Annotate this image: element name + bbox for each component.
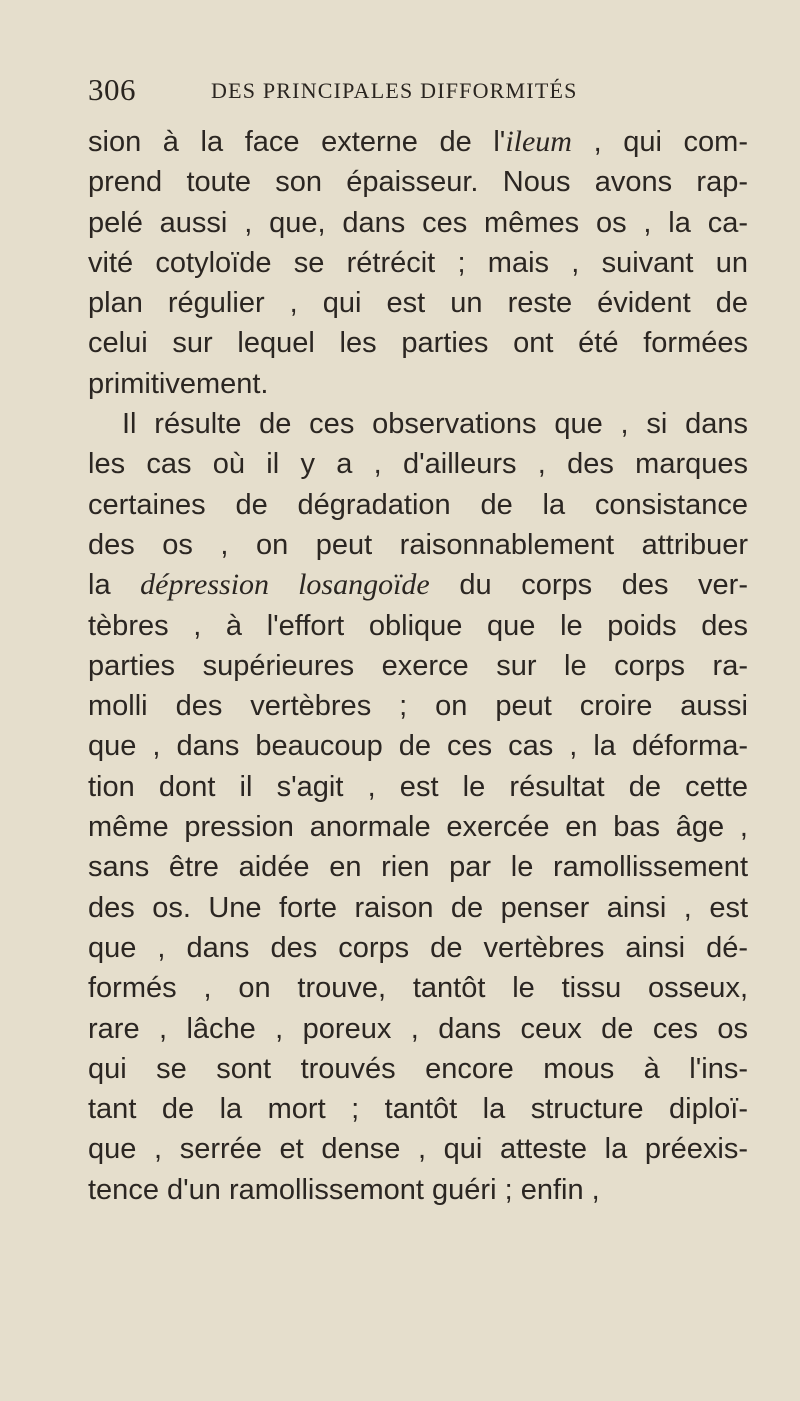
text-run: celui sur lequel les parties ont été formées <box>88 327 748 360</box>
text-run: qui se sont trouvés encore mous à l'ins- <box>88 1052 748 1085</box>
text-run: tant de la mort ; tantôt la structure diploï- <box>88 1093 748 1126</box>
text-line <box>88 807 748 847</box>
text-run: rare , lâche , poreux , dans ceux de ces os <box>88 1012 748 1045</box>
text-line <box>88 203 748 243</box>
text-run: les cas où il y a , d'ailleurs , des marques <box>88 448 748 481</box>
text-line <box>88 162 748 202</box>
text-line <box>88 444 748 484</box>
text-line <box>88 928 748 968</box>
text-run: vité cotyloïde se rétrécit ; mais , suivant un <box>88 246 748 279</box>
text-line <box>88 525 748 565</box>
text-line <box>88 364 748 404</box>
text-line <box>88 646 748 686</box>
text-run: la <box>88 569 141 602</box>
text-line <box>88 243 748 283</box>
text-run: tence d'un ramollissemont guéri ; enfin , <box>88 1173 600 1206</box>
text-line <box>88 767 748 807</box>
text-run: que , dans des corps de vertèbres ainsi dé- <box>88 931 748 964</box>
text-run: des os. Une forte raison de penser ainsi , est <box>88 891 748 924</box>
text-run: , qui com- <box>571 126 748 158</box>
text-run: tèbres , à l'effort oblique que le poids des <box>88 609 748 642</box>
text-line <box>88 968 748 1008</box>
text-line <box>88 1049 748 1089</box>
text-line <box>88 1129 748 1169</box>
italic-term: ileum <box>505 125 572 158</box>
text-line <box>88 686 748 726</box>
text-run: pelé aussi , que, dans ces mêmes os , la ca- <box>88 206 748 239</box>
text-run: que , dans beaucoup de ces cas , la déforma- <box>88 730 748 763</box>
text-line <box>88 404 748 444</box>
text-line <box>88 1170 748 1210</box>
text-run: certaines de dégradation de la consistance <box>88 488 748 521</box>
text-line <box>88 122 748 162</box>
body-text <box>88 122 748 1210</box>
running-head: DES PRINCIPALES DIFFORMITÉS <box>211 78 578 103</box>
text-line <box>88 606 748 646</box>
page-header <box>88 72 718 112</box>
text-run: parties supérieures exerce sur le corps ra- <box>88 649 748 682</box>
text-run: prend toute son épaisseur. Nous avons rap- <box>88 166 748 199</box>
text-run: que , serrée et dense , qui atteste la préexis- <box>88 1133 748 1166</box>
text-line <box>88 1009 748 1049</box>
text-run: molli des vertèbres ; on peut croire aussi <box>88 690 748 723</box>
page-number: 306 <box>88 72 136 107</box>
text-run: Il résulte de ces observations que , si dans <box>122 408 748 441</box>
italic-term: dépression losangoïde <box>140 568 430 602</box>
text-run: sans être aidée en rien par le ramollissement <box>88 851 748 884</box>
text-run: plan régulier , qui est un reste évident de <box>88 287 748 320</box>
text-run: formés , on trouve, tantôt le tissu osseux, <box>88 972 748 1005</box>
text-line <box>88 485 748 525</box>
text-line <box>88 1089 748 1129</box>
text-run: primitivement. <box>88 367 269 400</box>
text-run: sion à la face externe de l' <box>88 126 506 158</box>
text-line <box>88 323 748 363</box>
text-line <box>88 565 748 605</box>
text-run: des os , on peut raisonnablement attribuer <box>88 528 748 561</box>
text-line <box>88 283 748 323</box>
text-run: même pression anormale exercée en bas âge , <box>88 811 748 844</box>
text-line <box>88 726 748 766</box>
text-run: tion dont il s'agit , est le résultat de cette <box>88 770 748 803</box>
text-line <box>88 888 748 928</box>
text-line <box>88 847 748 887</box>
text-run: du corps des ver- <box>429 569 748 602</box>
